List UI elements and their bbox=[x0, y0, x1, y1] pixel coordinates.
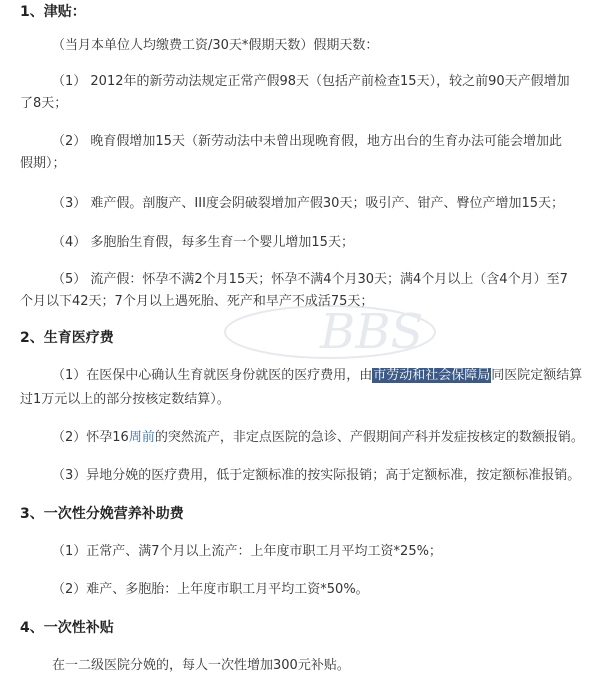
section-4-heading: 4、一次性补贴 bbox=[20, 620, 114, 636]
section-2-item-1-line-1 bbox=[52, 366, 582, 386]
section-1-item-3: （3） 难产假。剖腹产、III度会阴破裂增加产假30天；吸引产、钳产、臀位产增加15天； bbox=[52, 196, 564, 211]
section-4-text: 在一二级医院分娩的，每人一次性增加300元补贴。 bbox=[52, 658, 350, 673]
section-2-item-1-suffix: 同医院定额结算 bbox=[491, 368, 583, 383]
section-3-item-2: （2）难产、多胞胎：上年度市职工月平均工资*50%。 bbox=[52, 582, 369, 597]
section-2-item-2 bbox=[52, 428, 584, 448]
section-2-item-2-suffix: 的突然流产，非定点医院的急诊、产假期间产科并发症按核定的数额报销。 bbox=[154, 430, 584, 445]
watermark-text: BBS bbox=[320, 304, 424, 360]
section-2-heading: 2、生育医疗费 bbox=[20, 330, 114, 346]
section-1-item-2-line-1: （2） 晚育假增加15天（新劳动法中未曾出现晚育假，地方出台的生育办法可能会增加此 bbox=[52, 134, 562, 149]
section-2-item-3: （3）异地分娩的医疗费用，低于定额标准的按实际报销；高于定额标准，按定额标准报销。 bbox=[52, 468, 581, 483]
section-2-item-1-prefix: （1）在医保中心确认生育就医身份就医的医疗费用，由 bbox=[52, 368, 373, 383]
section-1-heading: 1、津贴： bbox=[20, 4, 86, 20]
section-1-formula: （当月本单位人均缴费工资/30天*假期天数）假期天数： bbox=[52, 38, 379, 53]
section-1-item-4: （4） 多胞胎生育假，每多生育一个婴儿增加15天； bbox=[52, 235, 354, 250]
section-1-item-5-line-1: （5） 流产假：怀孕不满2个月15天；怀孕不满4个月30天；满4个月以上（含4个月）至7 bbox=[52, 272, 568, 287]
section-1-item-2-line-2: 假期）； bbox=[20, 156, 66, 171]
section-3-item-1: （1）正常产、满7个月以上流产：上年度市职工月平均工资*25%； bbox=[52, 544, 442, 559]
section-2-item-1-line-2: 过1万元以上的部分按核定数结算）。 bbox=[20, 392, 230, 407]
section-2-item-2-prefix: （2）怀孕16 bbox=[52, 430, 129, 445]
section-1-item-1-line-1: （1） 2012年的新劳动法规定正常产假98天（包括产前检查15天），较之前90天产假增加 bbox=[52, 74, 570, 89]
section-1-item-1-line-2: 了8天； bbox=[20, 96, 68, 111]
labor-bureau-link[interactable]: 市劳动和社会保障局 bbox=[373, 368, 491, 383]
section-1-item-5-line-2: 个月以下42天；7个月以上遇死胎、死产和早产不成活75天； bbox=[20, 294, 374, 309]
weeks-link[interactable]: 周前 bbox=[128, 430, 155, 445]
section-3-heading: 3、一次性分娩营养补助费 bbox=[20, 506, 184, 522]
